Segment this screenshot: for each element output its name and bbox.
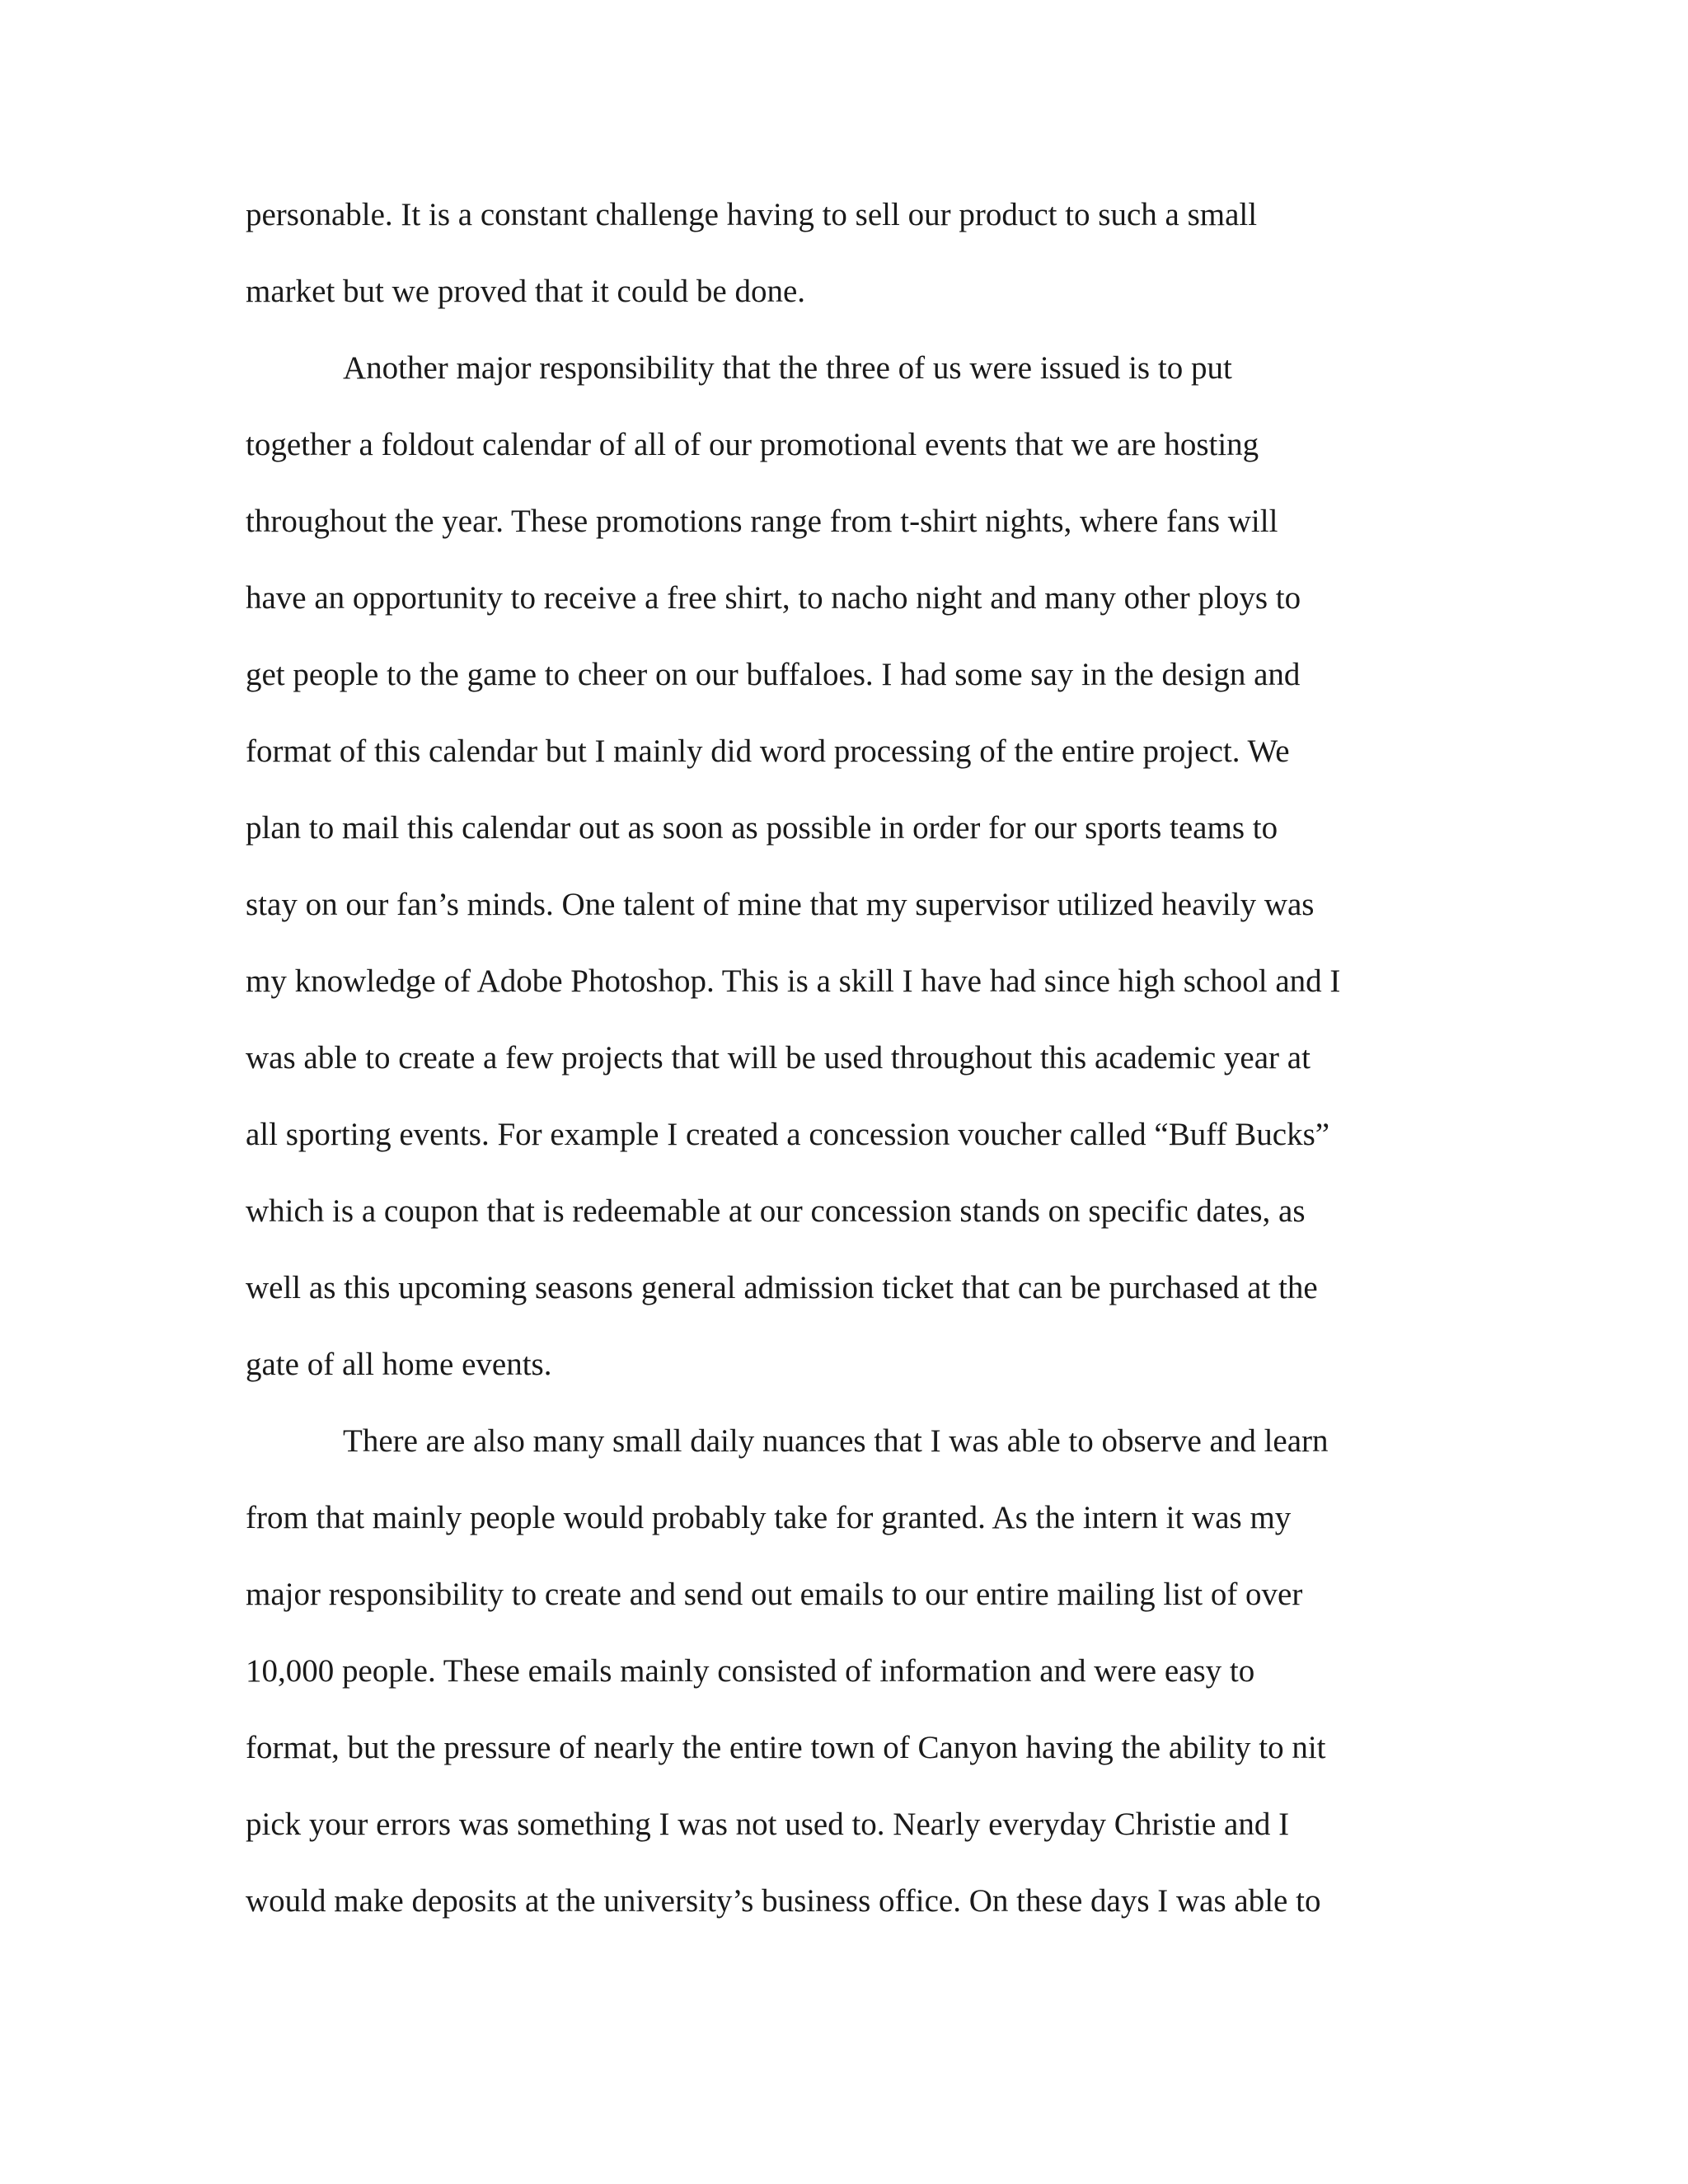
- text-line: market but we proved that it could be done.: [246, 274, 806, 309]
- text-line: well as this upcoming seasons general admission ticket that can be purchased at the: [246, 1270, 1318, 1305]
- body-text: [246, 188, 1426, 1951]
- text-line: 10,000 people. These emails mainly consisted of information and were easy to: [246, 1653, 1255, 1689]
- text-line: gate of all home events.: [246, 1347, 552, 1382]
- text-line: format of this calendar but I mainly did word processing of the entire project. We: [246, 733, 1290, 769]
- text-line: all sporting events. For example I created a concession voucher called “Buff Bucks”: [246, 1117, 1330, 1152]
- text-line: get people to the game to cheer on our buffaloes. I had some say in the design and: [246, 657, 1301, 692]
- text-line: was able to create a few projects that will be used throughout this academic year at: [246, 1040, 1311, 1076]
- text-line: from that mainly people would probably take for granted. As the intern it was my: [246, 1500, 1292, 1535]
- text-line: together a foldout calendar of all of our promotional events that we are hosting: [246, 427, 1259, 462]
- text-line: have an opportunity to receive a free shirt, to nacho night and many other ploys to: [246, 580, 1301, 616]
- text-line: major responsibility to create and send out emails to our entire mailing list of over: [246, 1577, 1303, 1612]
- text-line: throughout the year. These promotions range from t-shirt nights, where fans will: [246, 504, 1278, 539]
- text-line: personable. It is a constant challenge having to sell our product to such a small: [246, 197, 1258, 232]
- text-line: format, but the pressure of nearly the entire town of Canyon having the ability to nit: [246, 1730, 1326, 1765]
- paragraph-start-line: There are also many small daily nuances that I was able to observe and learn: [343, 1423, 1329, 1459]
- text-line: plan to mail this calendar out as soon as possible in order for our sports teams to: [246, 810, 1278, 846]
- text-line: would make deposits at the university’s business office. On these days I was able to: [246, 1883, 1321, 1919]
- paragraph-start-line: Another major responsibility that the three of us were issued is to put: [343, 350, 1232, 386]
- text-line: which is a coupon that is redeemable at our concession stands on specific dates, as: [246, 1193, 1306, 1229]
- text-line: stay on our fan’s minds. One talent of mine that my supervisor utilized heavily was: [246, 887, 1315, 922]
- text-line: pick your errors was something I was not used to. Nearly everyday Christie and I: [246, 1807, 1290, 1842]
- text-line: my knowledge of Adobe Photoshop. This is a skill I have had since high school and I: [246, 963, 1341, 999]
